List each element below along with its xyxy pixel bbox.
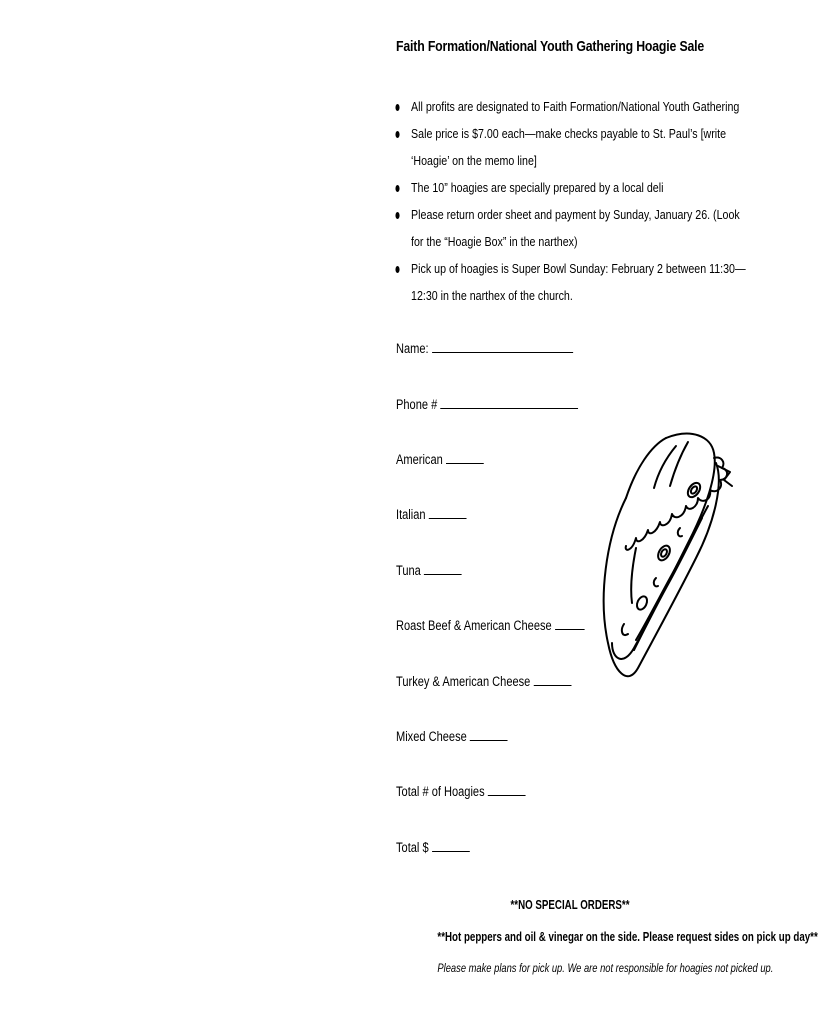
american-label: American xyxy=(396,452,443,467)
phone-label: Phone # xyxy=(396,397,438,412)
page-title: Faith Formation/National Youth Gathering Hoagie Sale xyxy=(396,38,705,55)
no-special-orders-note: **NO SPECIAL ORDERS** xyxy=(510,898,630,912)
phone-field xyxy=(396,394,578,412)
name-blank[interactable] xyxy=(432,338,573,353)
turkey-field xyxy=(396,671,571,689)
roast-beef-field xyxy=(396,615,584,633)
italian-label: Italian xyxy=(396,507,426,522)
mixed-cheese-label: Mixed Cheese xyxy=(396,729,467,744)
pickup-note: Please make plans for pick up. We are not responsible for hoagies not picked up. xyxy=(437,961,774,975)
list-item: Sale price is $7.00 each—make checks payable to St. Paul’s [write ‘Hoagie’ on the memo line] xyxy=(393,120,754,174)
total-amount-field xyxy=(396,837,470,855)
tuna-label: Tuna xyxy=(396,563,421,578)
name-field xyxy=(396,338,573,356)
american-field xyxy=(396,449,484,467)
list-item: Please return order sheet and payment by Sunday, January 26. (Look for the “Hoagie Box” in the narthex) xyxy=(393,201,754,255)
total-count-label: Total # of Hoagies xyxy=(396,784,485,799)
hoagie-sandwich-icon xyxy=(596,428,736,690)
name-label: Name: xyxy=(396,341,429,356)
total-amount-blank[interactable] xyxy=(432,837,470,852)
total-count-field xyxy=(396,781,526,799)
list-item: All profits are designated to Faith Formation/National Youth Gathering xyxy=(393,93,754,120)
italian-field xyxy=(396,504,467,522)
phone-blank[interactable] xyxy=(441,394,579,409)
peppers-note: **Hot peppers and oil & vinegar on the side. Please request sides on pick up day** xyxy=(437,930,818,944)
american-blank[interactable] xyxy=(446,449,484,464)
tuna-blank[interactable] xyxy=(424,560,462,575)
roast-beef-blank[interactable] xyxy=(555,615,585,630)
list-item: The 10” hoagies are specially prepared by a local deli xyxy=(393,174,754,201)
mixed-cheese-field xyxy=(396,726,508,744)
roast-beef-label: Roast Beef & American Cheese xyxy=(396,618,552,633)
tuna-field xyxy=(396,560,462,578)
total-amount-label: Total $ xyxy=(396,840,429,855)
turkey-blank[interactable] xyxy=(534,671,572,686)
info-list xyxy=(393,93,754,309)
mixed-cheese-blank[interactable] xyxy=(470,726,508,741)
list-item: Pick up of hoagies is Super Bowl Sunday: February 2 between 11:30—12:30 in the narthex of the church. xyxy=(393,255,754,309)
total-count-blank[interactable] xyxy=(488,781,526,796)
turkey-label: Turkey & American Cheese xyxy=(396,674,531,689)
italian-blank[interactable] xyxy=(429,504,467,519)
